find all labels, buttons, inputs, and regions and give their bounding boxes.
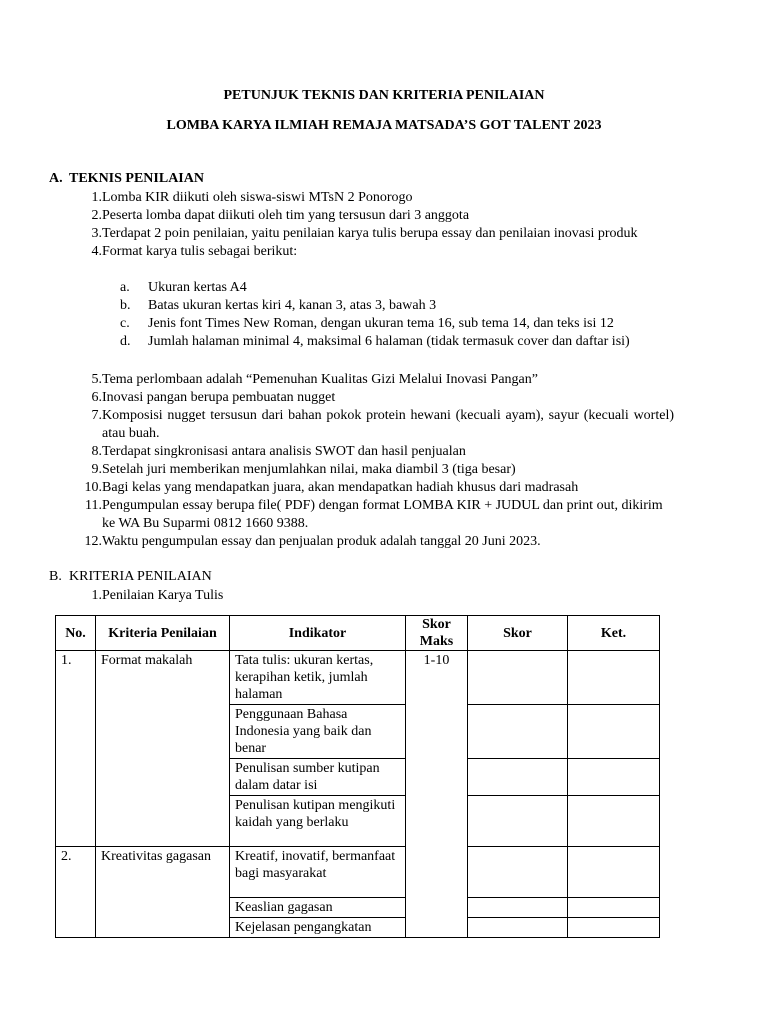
- ket-cell: [568, 651, 660, 705]
- row1-kriteria: Format makalah: [96, 651, 230, 847]
- indikator-cell: Kejelasan pengangkatan: [230, 918, 406, 938]
- section-a-title: TEKNIS PENILAIAN: [69, 171, 204, 186]
- list-item: 5. Tema perlombaan adalah “Pemenuhan Kualitas Gizi Melalui Inovasi Pangan”: [91, 372, 538, 387]
- skor-cell: [468, 898, 568, 918]
- skor-maks-cell: 1-10: [406, 651, 468, 938]
- skor-cell: [468, 759, 568, 796]
- section-a-letter: A.: [49, 171, 63, 186]
- skor-cell: [468, 651, 568, 705]
- section-b-heading: [49, 569, 212, 585]
- header-kriteria: Kriteria Penilaian: [96, 616, 230, 651]
- list-item: 1. Penilaian Karya Tulis: [91, 588, 224, 603]
- list-item: 6. Inovasi pangan berupa pembuatan nugget: [91, 390, 336, 405]
- table-row: [56, 651, 660, 705]
- indikator-cell: Keaslian gagasan: [230, 898, 406, 918]
- ket-cell: [568, 796, 660, 847]
- table-header-row: [56, 616, 660, 651]
- teknis-list-part1: [74, 189, 674, 261]
- list-item: 9. Setelah juri memberikan menjumlahkan nilai, maka diambil 3 (tiga besar): [91, 462, 516, 477]
- sublist-item: d. Jumlah halaman minimal 4, maksimal 6 halaman (tidak termasuk cover dan daftar isi): [120, 334, 630, 349]
- ket-cell: [568, 847, 660, 898]
- penilaian-karya-tulis-table: [55, 615, 660, 938]
- list-item: 2. Peserta lomba dapat diikuti oleh tim yang tersusun dari 3 anggota: [91, 208, 470, 223]
- section-b-letter: B.: [49, 569, 62, 584]
- list-item: 7. Komposisi nugget tersusun dari bahan pokok protein hewani (kecuali ayam), sayur (kecuali wortel) atau buah.: [91, 408, 674, 441]
- skor-cell: [468, 918, 568, 938]
- list-item: 4. Format karya tulis sebagai berikut:: [91, 244, 298, 259]
- indikator-cell: Penulisan kutipan mengikuti kaidah yang berlaku: [230, 796, 406, 847]
- row2-no: 2.: [56, 847, 96, 938]
- row2-kriteria: Kreativitas gagasan: [96, 847, 230, 938]
- list-item: 12. Waktu pengumpulan essay dan penjualan produk adalah tanggal 20 Juni 2023.: [84, 534, 541, 549]
- ket-cell: [568, 759, 660, 796]
- sublist-item: b. Batas ukuran kertas kiri 4, kanan 3, atas 3, bawah 3: [120, 298, 437, 313]
- document-title: PETUNJUK TEKNIS DAN KRITERIA PENILAIAN: [223, 88, 545, 103]
- section-b-title: KRITERIA PENILAIAN: [69, 569, 212, 584]
- list-item: 3. Terdapat 2 poin penilaian, yaitu penilaian karya tulis berupa essay dan penilaian inovasi produk: [91, 226, 638, 241]
- skor-cell: [468, 705, 568, 759]
- indikator-cell: Penggunaan Bahasa Indonesia yang baik dan benar: [230, 705, 406, 759]
- ket-cell: [568, 705, 660, 759]
- header-skor-maks: Skor Maks: [406, 616, 468, 651]
- ket-cell: [568, 898, 660, 918]
- list-item: 10. Bagi kelas yang mendapatkan juara, akan mendapatkan hadiah khusus dari madrasah: [84, 480, 579, 495]
- sublist-item: a. Ukuran kertas A4: [120, 280, 247, 295]
- row1-no: 1.: [56, 651, 96, 847]
- table-row: [56, 847, 660, 898]
- format-sublist: [120, 279, 674, 351]
- ket-cell: [568, 918, 660, 938]
- skor-cell: [468, 847, 568, 898]
- indikator-cell: Kreatif, inovatif, bermanfaat bagi masyarakat: [230, 847, 406, 898]
- header-ket: Ket.: [568, 616, 660, 651]
- header-skor: Skor: [468, 616, 568, 651]
- header-no: No.: [56, 616, 96, 651]
- indikator-cell: Penulisan sumber kutipan dalam datar isi: [230, 759, 406, 796]
- list-item: 8. Terdapat singkronisasi antara analisis SWOT dan hasil penjualan: [91, 444, 466, 459]
- header-indikator: Indikator: [230, 616, 406, 651]
- document-subtitle: LOMBA KARYA ILMIAH REMAJA MATSADA’S GOT TALENT 2023: [166, 118, 602, 133]
- list-item: 11. Pengumpulan essay berupa file( PDF) dengan format LOMBA KIR + JUDUL dan print out, dikirim ke WA Bu Suparmi 0812 1660 9388.: [85, 498, 663, 531]
- section-a-heading: [49, 171, 204, 187]
- teknis-list-part2: [74, 371, 674, 551]
- list-item: 1. Lomba KIR diikuti oleh siswa-siswi MTsN 2 Ponorogo: [91, 190, 413, 205]
- indikator-cell: Tata tulis: ukuran kertas, kerapihan ketik, jumlah halaman: [230, 651, 406, 705]
- sublist-item: c. Jenis font Times New Roman, dengan ukuran tema 16, sub tema 14, dan teks isi 12: [120, 316, 614, 331]
- kriteria-list: [74, 587, 674, 605]
- skor-cell: [468, 796, 568, 847]
